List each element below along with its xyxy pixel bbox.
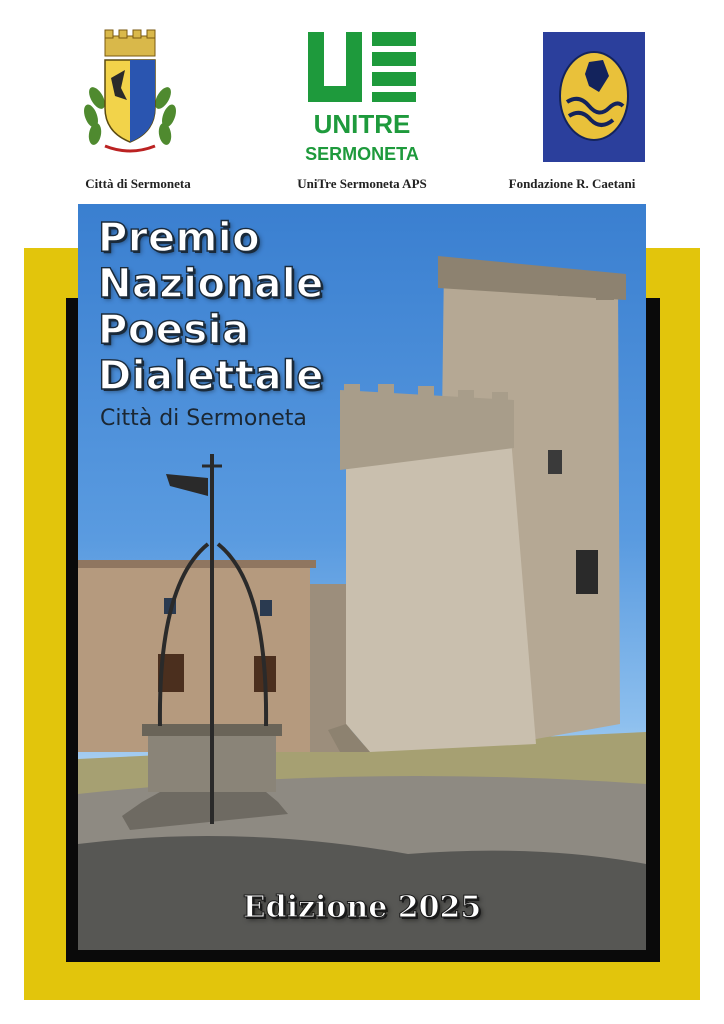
logo-unitre [262, 32, 462, 171]
coat-of-arms-icon [75, 28, 185, 158]
sermoneta-wordmark: SERMONETA [305, 144, 419, 164]
unitre-wordmark: UNITRE [313, 109, 411, 139]
logo-caption: Fondazione R. Caetani [508, 176, 636, 191]
logo-citta-di-sermoneta [30, 28, 230, 163]
unitre-logo-icon [302, 32, 422, 166]
front-tower [346, 426, 536, 752]
logo-caption: UniTre Sermoneta APS [297, 176, 427, 191]
title-line-1: Premio [98, 215, 261, 261]
fondazione-seal-icon [543, 32, 645, 162]
poster-subtitle: Città di Sermoneta [100, 406, 307, 431]
title-line-2: Nazionale [98, 261, 324, 307]
title-line-3: Poesia [98, 307, 250, 353]
logo-fondazione-caetani [494, 32, 694, 167]
logo-caption: Città di Sermoneta [85, 176, 191, 191]
title-line-4: Dialettale [98, 353, 324, 399]
edition-label: Edizione 2025 [242, 890, 482, 925]
poster-photo [78, 204, 646, 950]
